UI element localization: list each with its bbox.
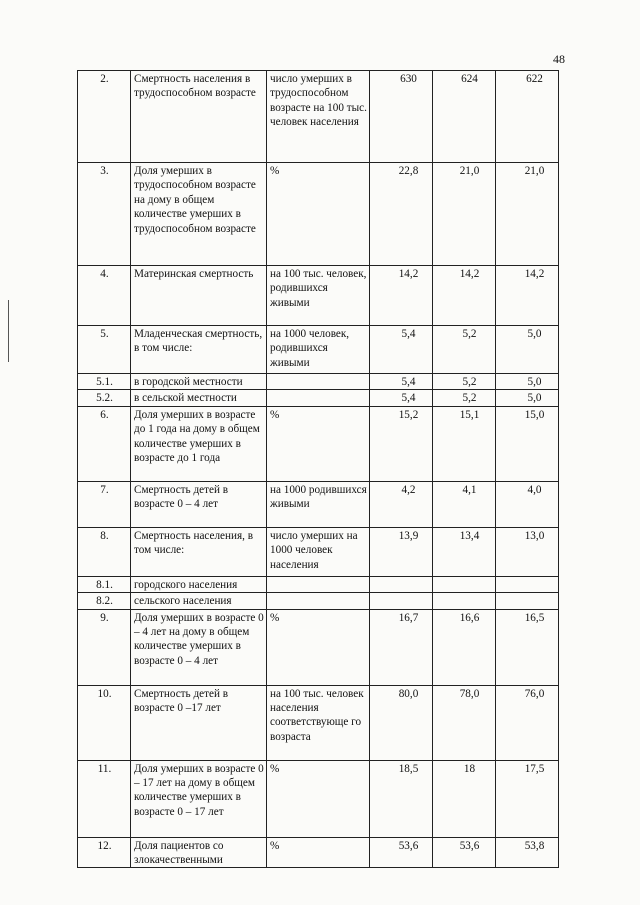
row-number: 11.	[78, 760, 131, 837]
value-year-2: 18	[463, 762, 476, 775]
unit-of-measure: на 100 тыс. человек, родившихся живыми	[267, 266, 370, 326]
row-number: 9.	[78, 609, 131, 685]
table-row	[78, 576, 559, 592]
indicator-name: Смертность детей в возрасте 0 – 4 лет	[131, 481, 267, 527]
row-number: 5.1.	[78, 374, 131, 390]
row-number: 8.1.	[78, 576, 131, 592]
value-year-2: 13,4	[459, 529, 480, 542]
table-row	[78, 374, 559, 390]
table-row	[78, 163, 559, 266]
unit-of-measure: число умерших на 1000 человек населения	[267, 527, 370, 576]
value-year-3: 14,2	[524, 268, 545, 280]
table-row	[78, 326, 559, 374]
value-year-3: 21,0	[524, 165, 545, 177]
row-number: 6.	[78, 406, 131, 481]
row-number: 2.	[78, 71, 131, 163]
unit-of-measure: %	[267, 609, 370, 685]
table-row	[78, 266, 559, 326]
unit-of-measure: на 1000 родившихся живыми	[267, 481, 370, 527]
unit-of-measure: %	[267, 163, 370, 266]
value-year-1: 5,4	[401, 376, 416, 388]
indicator-name: Смертность населения в трудоспособном возрасте	[131, 71, 267, 163]
value-year-3: 4,0	[527, 483, 542, 496]
value-year-2: 5,2	[462, 392, 477, 405]
value-year-2: 16,6	[459, 611, 480, 624]
value-year-3: 53,8	[524, 839, 545, 852]
value-year-1: 4,2	[401, 483, 416, 496]
indicator-name: сельского населения	[131, 593, 267, 609]
value-year-2: 14,2	[459, 268, 480, 280]
row-number: 8.	[78, 527, 131, 576]
value-year-2: 4,1	[462, 483, 477, 496]
indicator-name: Доля умерших в возрасте до 1 года на дому в общем количестве умерших в возрасте до 1 года	[131, 406, 267, 481]
value-year-1: 16,7	[398, 611, 419, 624]
value-year-3: 622	[526, 73, 543, 85]
table-row	[78, 685, 559, 760]
table-row	[78, 760, 559, 837]
indicator-name: Материнская смертность	[131, 266, 267, 326]
value-year-2: 78,0	[459, 687, 480, 700]
indicator-name: в сельской местности	[131, 390, 267, 406]
row-number: 3.	[78, 163, 131, 266]
unit-of-measure	[267, 390, 370, 406]
indicator-name: городского населения	[131, 576, 267, 592]
table-row	[78, 406, 559, 481]
table-row	[78, 71, 559, 163]
value-year-3: 5,0	[527, 392, 542, 405]
unit-of-measure: %	[267, 406, 370, 481]
unit-of-measure	[267, 593, 370, 609]
row-number: 8.2.	[78, 593, 131, 609]
unit-of-measure	[267, 576, 370, 592]
indicator-name: Доля умерших в возрасте 0 – 17 лет на дому в общем количестве умерших в возрасте 0 – 17 лет	[131, 760, 267, 837]
indicator-name: Доля умерших в трудоспособном возрасте на дому в общем количестве умерших в трудоспособном возрасте	[131, 163, 267, 266]
margin-mark	[8, 300, 9, 362]
value-year-3: 16,5	[524, 611, 545, 624]
indicator-name: Смертность населения, в том числе:	[131, 527, 267, 576]
value-year-2: 624	[461, 73, 478, 85]
value-year-1: 5,4	[401, 328, 416, 340]
page-number: 48	[553, 52, 565, 66]
unit-of-measure	[267, 374, 370, 390]
value-year-1: 18,5	[398, 762, 419, 775]
row-number: 5.	[78, 326, 131, 374]
value-year-2: 5,2	[462, 376, 477, 388]
indicator-name: Младенческая смертность, в том числе:	[131, 326, 267, 374]
value-year-3: 76,0	[524, 687, 545, 700]
table-row	[78, 527, 559, 576]
indicator-name: Смертность детей в возрасте 0 –17 лет	[131, 685, 267, 760]
value-year-1: 13,9	[398, 529, 419, 542]
value-year-3: 5,0	[527, 376, 542, 388]
value-year-1: 53,6	[398, 839, 419, 852]
value-year-1: 80,0	[398, 687, 419, 700]
indicators-table	[77, 70, 559, 868]
unit-of-measure: на 1000 человек, родившихся живыми	[267, 326, 370, 374]
unit-of-measure: на 100 тыс. человек населения соответствующе го возраста	[267, 685, 370, 760]
value-year-2: 53,6	[459, 839, 480, 852]
table-row	[78, 837, 559, 868]
row-number: 7.	[78, 481, 131, 527]
value-year-1: 630	[400, 73, 417, 85]
unit-of-measure: %	[267, 760, 370, 837]
value-year-2: 21,0	[459, 165, 480, 177]
table-row	[78, 390, 559, 406]
value-year-1: 22,8	[398, 165, 419, 177]
table-body	[78, 71, 559, 868]
value-year-1: 5,4	[401, 392, 416, 405]
indicator-name: Доля пациентов со злокачественными	[131, 837, 267, 868]
value-year-1: 14,2	[398, 268, 419, 280]
unit-of-measure: %	[267, 837, 370, 868]
indicator-name: в городской местности	[131, 374, 267, 390]
row-number: 4.	[78, 266, 131, 326]
value-year-3: 15,0	[524, 408, 545, 421]
row-number: 12.	[78, 837, 131, 868]
row-number: 5.2.	[78, 390, 131, 406]
value-year-2: 5,2	[462, 328, 477, 340]
value-year-3: 17,5	[524, 762, 545, 775]
row-number: 10.	[78, 685, 131, 760]
value-year-3: 5,0	[527, 328, 542, 340]
indicator-name: Доля умерших в возрасте 0 – 4 лет на дому в общем количестве умерших в возрасте 0 – 4 лет	[131, 609, 267, 685]
value-year-3: 13,0	[524, 529, 545, 542]
value-year-2: 15,1	[459, 408, 480, 421]
table-row	[78, 609, 559, 685]
unit-of-measure: число умерших в трудоспособном возрасте на 100 тыс. человек населения	[267, 71, 370, 163]
value-year-1: 15,2	[398, 408, 419, 421]
table-row	[78, 481, 559, 527]
table-row	[78, 593, 559, 609]
